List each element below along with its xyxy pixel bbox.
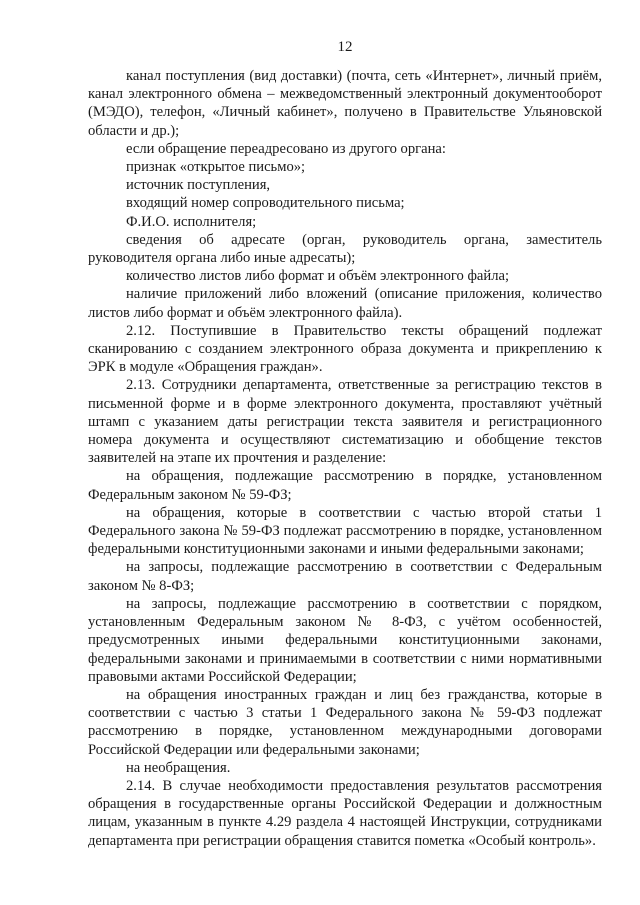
paragraph: канал поступления (вид доставки) (почта, сеть «Интернет», личный приём, канал электронного обмена – межведомственный электронный документооборот (МЭДО), телефон, «Личный кабинет», получено в Правительстве Ульяновской области и др.); bbox=[88, 68, 602, 139]
paragraph: на необращения. bbox=[126, 759, 231, 776]
paragraph: 2.12. Поступившие в Правительство тексты обращений подлежат сканированию с созданием электронного образа документа и прикреплению к ЭРК в модуле «Обращения граждан». bbox=[88, 322, 602, 376]
paragraph: Ф.И.О. исполнителя; bbox=[126, 213, 257, 230]
paragraph: наличие приложений либо вложений (описание приложения, количество листов либо формат и объём электронного файла). bbox=[88, 286, 602, 321]
document-body bbox=[88, 67, 602, 850]
page-number: 12 bbox=[337, 39, 353, 55]
paragraph: входящий номер сопроводительного письма; bbox=[126, 195, 405, 212]
paragraph: на запросы, подлежащие рассмотрению в соответствии с Федеральным законом № 8-ФЗ; bbox=[88, 559, 602, 594]
paragraph: признак «открытое письмо»; bbox=[126, 159, 306, 176]
paragraph: количество листов либо формат и объём электронного файла; bbox=[126, 268, 510, 285]
paragraph: 2.14. В случае необходимости предоставления результатов рассмотрения обращения в государственные органы Российской Федерации и должностным лицам, указанным в пункте 4.29 раздела 4 настоящей Инструкции, сотрудниками департамента при регистрации обращения ставится пометка «Особый контроль». bbox=[88, 777, 602, 849]
paragraph: сведения об адресате (орган, руководитель органа, заместитель руководителя органа либо иные адресаты); bbox=[88, 231, 602, 267]
paragraph: если обращение переадресовано из другого органа: bbox=[126, 140, 446, 157]
paragraph: на обращения, которые в соответствии с частью второй статьи 1 Федерального закона № 59-ФЗ подлежат рассмотрению в порядке, установленном федеральными конституционными законами и иными федеральными законами; bbox=[88, 504, 602, 558]
paragraph: на обращения, подлежащие рассмотрению в порядке, установленном Федеральным законом № 59-ФЗ; bbox=[88, 468, 602, 503]
paragraph: источник поступления, bbox=[126, 177, 271, 194]
paragraph: на обращения иностранных граждан и лиц без гражданства, которые в соответствии с частью 3 статьи 1 Федерального закона № 59-ФЗ подлежат рассмотрению в порядке, установленном международными договорами Российской Федерации или федеральными законами; bbox=[88, 686, 602, 758]
paragraph: на запросы, подлежащие рассмотрению в соответствии с порядком, установленным Федеральным законом № 8-ФЗ, с учётом особенностей, предусмотренных иными федеральными конституционными законами, федеральными законами и принимаемыми в соответствии с ними нормативными правовыми актами Российской Федерации; bbox=[88, 595, 602, 685]
paragraph: 2.13. Сотрудники департамента, ответственные за регистрацию текстов в письменной форме и в форме электронного документа, проставляют учётный штамп с указанием даты регистрации текста заявителя и регистрационного номера документа и осуществляют систематизацию и обобщение текстов заявителей на этапе их прочтения и разделение: bbox=[88, 377, 602, 467]
